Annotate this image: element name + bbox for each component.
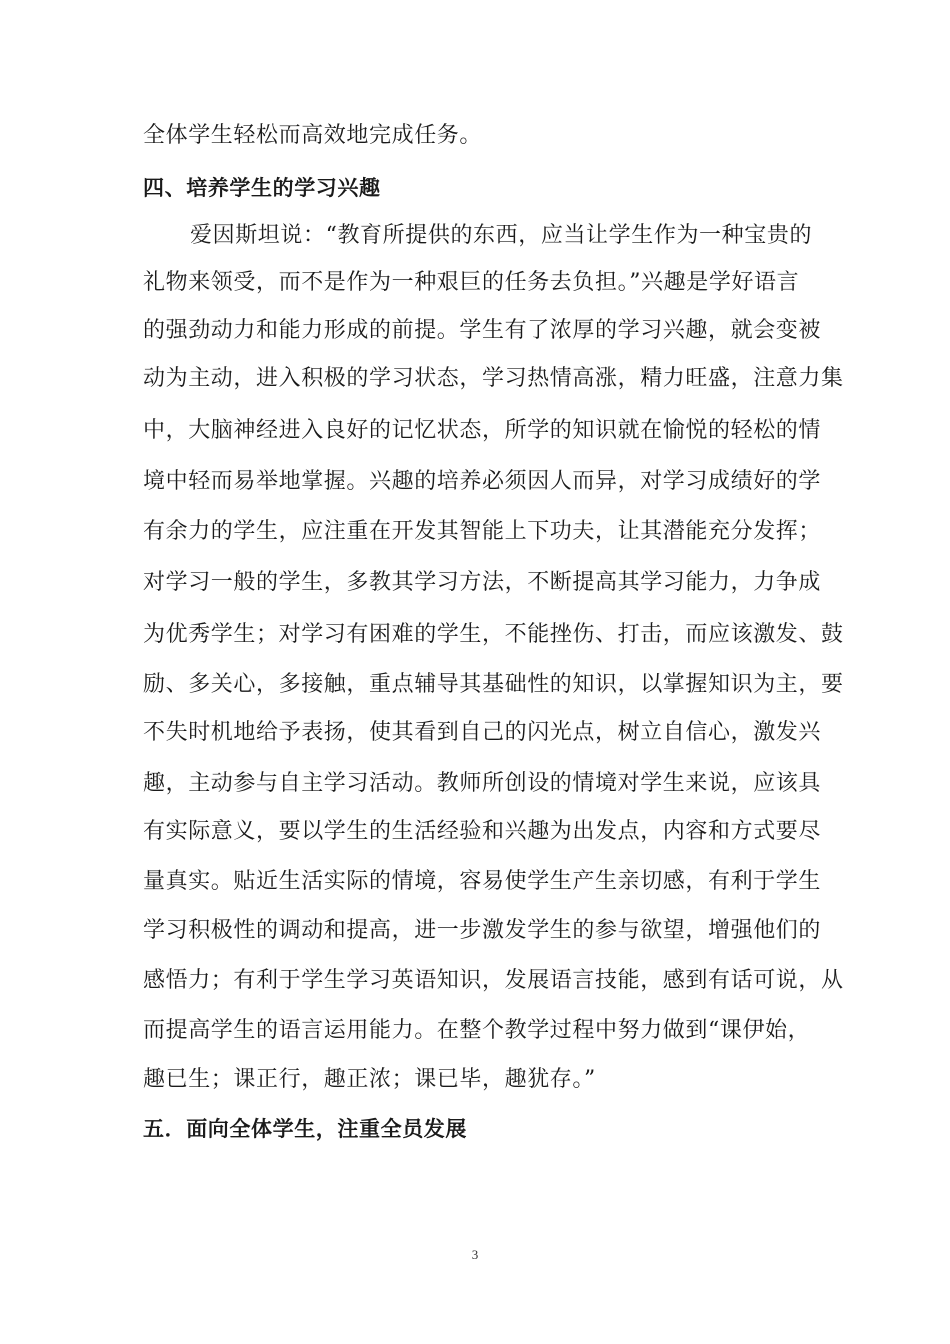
text-line: 有余力的学生，应注重在开发其智能上下功夫，让其潜能充分发挥； [143,519,822,544]
text-line: 量真实。贴近生活实际的情境，容易使学生产生亲切感，有利于学生 [143,869,822,894]
text-line: 而提高学生的语言运用能力。在整个教学过程中努力做到“课伊始， [143,1018,811,1043]
text-line: 爱因斯坦说：“教育所提供的东西，应当让学生作为一种宝贵的 [190,223,813,248]
text-line: 励、多关心，多接触，重点辅导其基础性的知识，以掌握知识为主，要 [143,672,844,697]
text-line: 为优秀学生；对学习有困难的学生，不能挫伤、打击，而应该激发、鼓 [143,622,844,647]
text-line: 的强劲动力和能力形成的前提。学生有了浓厚的学习兴趣，就会变被 [143,318,822,343]
text-line: 趣，主动参与自主学习活动。教师所创设的情境对学生来说，应该具 [143,771,822,796]
section-heading-4: 四、培养学生的学习兴趣 [143,176,381,200]
text-line: 学习积极性的调动和提高，进一步激发学生的参与欲望，增强他们的 [143,918,822,943]
text-line: 中，大脑神经进入良好的记忆状态，所学的知识就在愉悦的轻松的情 [143,418,822,443]
text-line: 不失时机地给予表扬，使其看到自己的闪光点，树立自信心，激发兴 [143,720,822,745]
text-line: 动为主动，进入积极的学习状态，学习热情高涨，精力旺盛，注意力集 [143,366,844,391]
text-line: 境中轻而易举地掌握。兴趣的培养必须因人而异，对学习成绩好的学 [143,469,822,494]
section-heading-5: 五．面向全体学生，注重全员发展 [143,1117,467,1141]
text-line: 礼物来领受，而不是作为一种艰巨的任务去负担。”兴趣是学好语言 [143,270,800,295]
text-line: 感悟力；有利于学生学习英语知识，发展语言技能，感到有话可说，从 [143,968,844,993]
text-line: 全体学生轻松而高效地完成任务。 [143,123,483,148]
page-number: 3 [471,1247,479,1262]
text-line: 有实际意义，要以学生的生活经验和兴趣为出发点，内容和方式要尽 [143,819,822,844]
text-line: 对学习一般的学生，多教其学习方法，不断提高其学习能力，力争成 [143,570,822,595]
text-line: 趣已生；课正行，趣正浓；课已毕，趣犹存。” [143,1067,596,1092]
